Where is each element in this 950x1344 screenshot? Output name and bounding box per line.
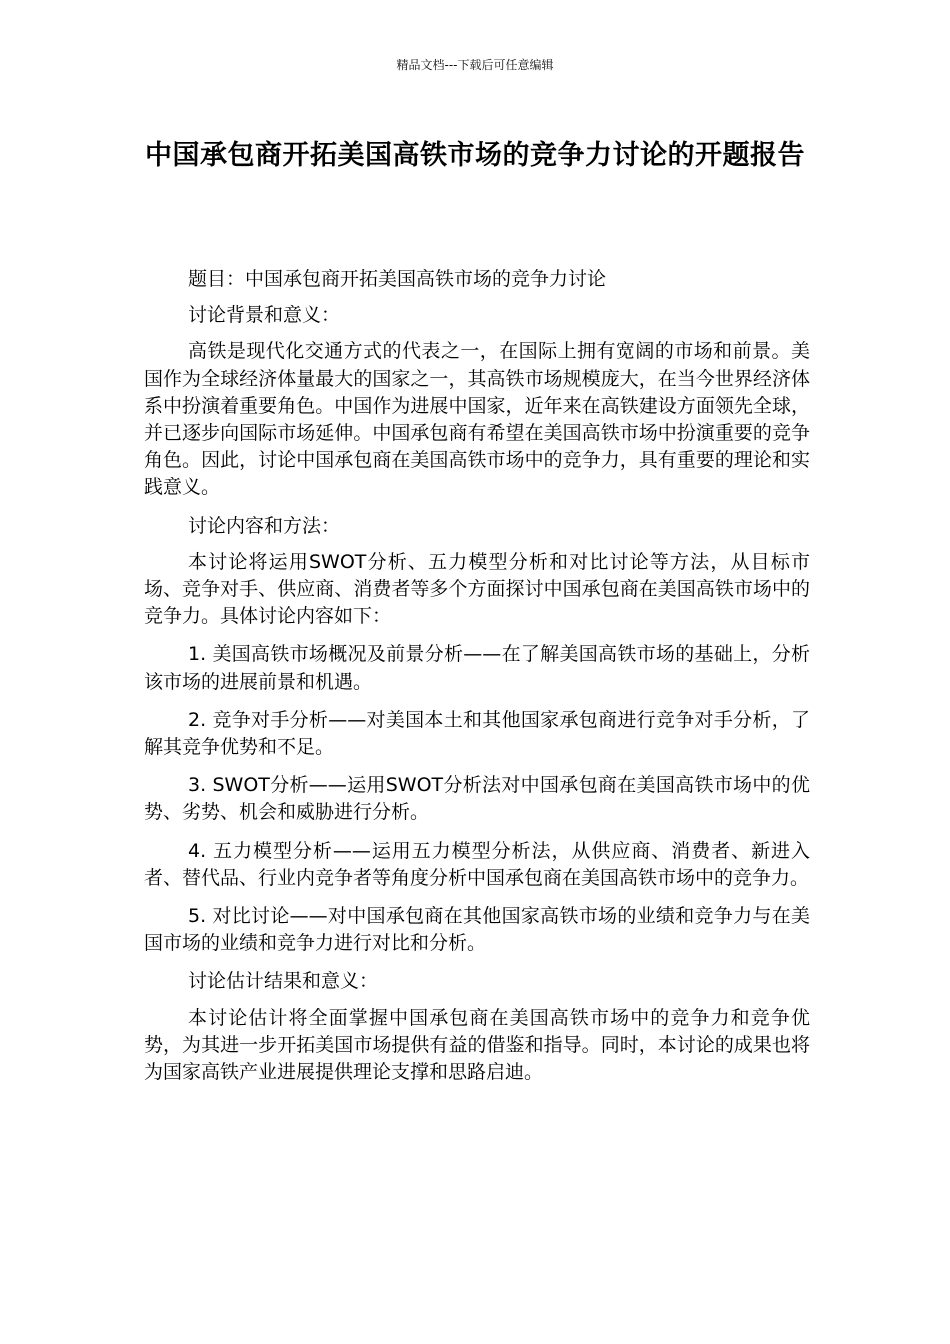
content-paragraph: 本讨论将运用SWOT分析、五力模型分析和对比讨论等方法，从目标市场、竞争对手、供应商、消费者等多个方面探讨中国承包商在美国高铁市场中的竞争力。具体讨论内容如下： (144, 550, 810, 628)
content-heading: 讨论内容和方法： (188, 514, 341, 537)
background-heading: 讨论背景和意义： (188, 304, 341, 327)
topic-line: 题目：中国承包商开拓美国高铁市场的竞争力讨论 (188, 268, 607, 290)
document-body (144, 266, 810, 1097)
list-item-1: 1. 美国高铁市场概况及前景分析——在了解美国高铁市场的基础上，分析该市场的进展前景和机遇。 (144, 643, 810, 693)
list-item-5: 5. 对比讨论——对中国承包商在其他国家高铁市场的业绩和竞争力与在美国市场的业绩和竞争力进行对比和分析。 (144, 905, 810, 955)
results-paragraph: 本讨论估计将全面掌握中国承包商在美国高铁市场中的竞争力和竞争优势，为其进一步开拓美国市场提供有益的借鉴和指导。同时，本讨论的成果也将为国家高铁产业进展提供理论支撑和思路启迪。 (144, 1006, 810, 1084)
document-title: 中国承包商开拓美国高铁市场的竞争力讨论的开题报告 (145, 140, 805, 171)
results-heading: 讨论估计结果和意义： (188, 970, 379, 993)
list-item-3: 3. SWOT分析——运用SWOT分析法对中国承包商在美国高铁市场中的优势、劣势、机会和威胁进行分析。 (144, 774, 810, 824)
list-item-4: 4. 五力模型分析——运用五力模型分析法，从供应商、消费者、新进入者、替代品、行业内竞争者等角度分析中国承包商在美国高铁市场中的竞争力。 (144, 839, 810, 889)
list-item-2: 2. 竞争对手分析——对美国本土和其他国家承包商进行竞争对手分析，了解其竞争优势和不足。 (144, 708, 810, 759)
header-note: 精品文档---下载后可任意编辑 (396, 58, 554, 72)
background-paragraph: 高铁是现代化交通方式的代表之一，在国际上拥有宽阔的市场和前景。美国作为全球经济体量最大的国家之一，其高铁市场规模庞大，在当今世界经济体系中扮演着重要角色。中国作为进展中国家，近年来在高铁建设方面领先全球，并已逐步向国际市场延伸。中国承包商有希望在美国高铁市场中扮演重要的竞争角色。因此，讨论中国承包商在美国高铁市场中的竞争力，具有重要的理论和实践意义。 (144, 340, 810, 499)
